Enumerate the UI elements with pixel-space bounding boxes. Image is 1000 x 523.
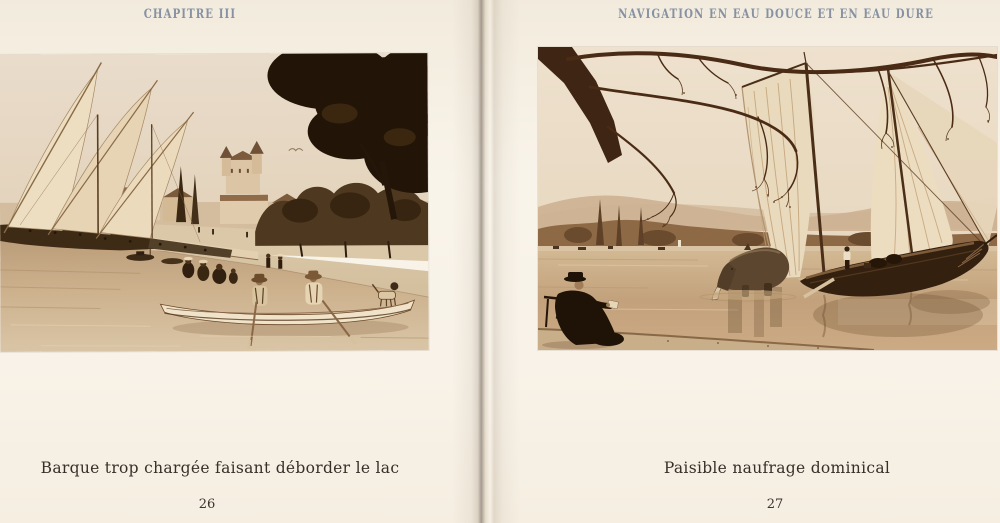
left-photo-caption: Barque trop chargée faisant déborder le lac — [40, 459, 400, 477]
right-photo-illustration — [538, 47, 997, 350]
right-page-number: 27 — [766, 497, 784, 512]
left-page — [0, 0, 485, 523]
right-page — [485, 0, 1000, 523]
right-photo-caption: Paisible naufrage dominical — [663, 459, 891, 477]
left-photo-illustration — [0, 53, 429, 352]
left-page-number: 26 — [198, 497, 216, 512]
right-photo-rhino-sailboat — [538, 47, 997, 350]
right-page-header: NAVIGATION EN EAU DOUCE ET EN EAU DURE — [618, 7, 934, 22]
left-page-header: CHAPITRE III — [143, 7, 237, 22]
left-photo-lake-rowboat — [0, 53, 429, 352]
